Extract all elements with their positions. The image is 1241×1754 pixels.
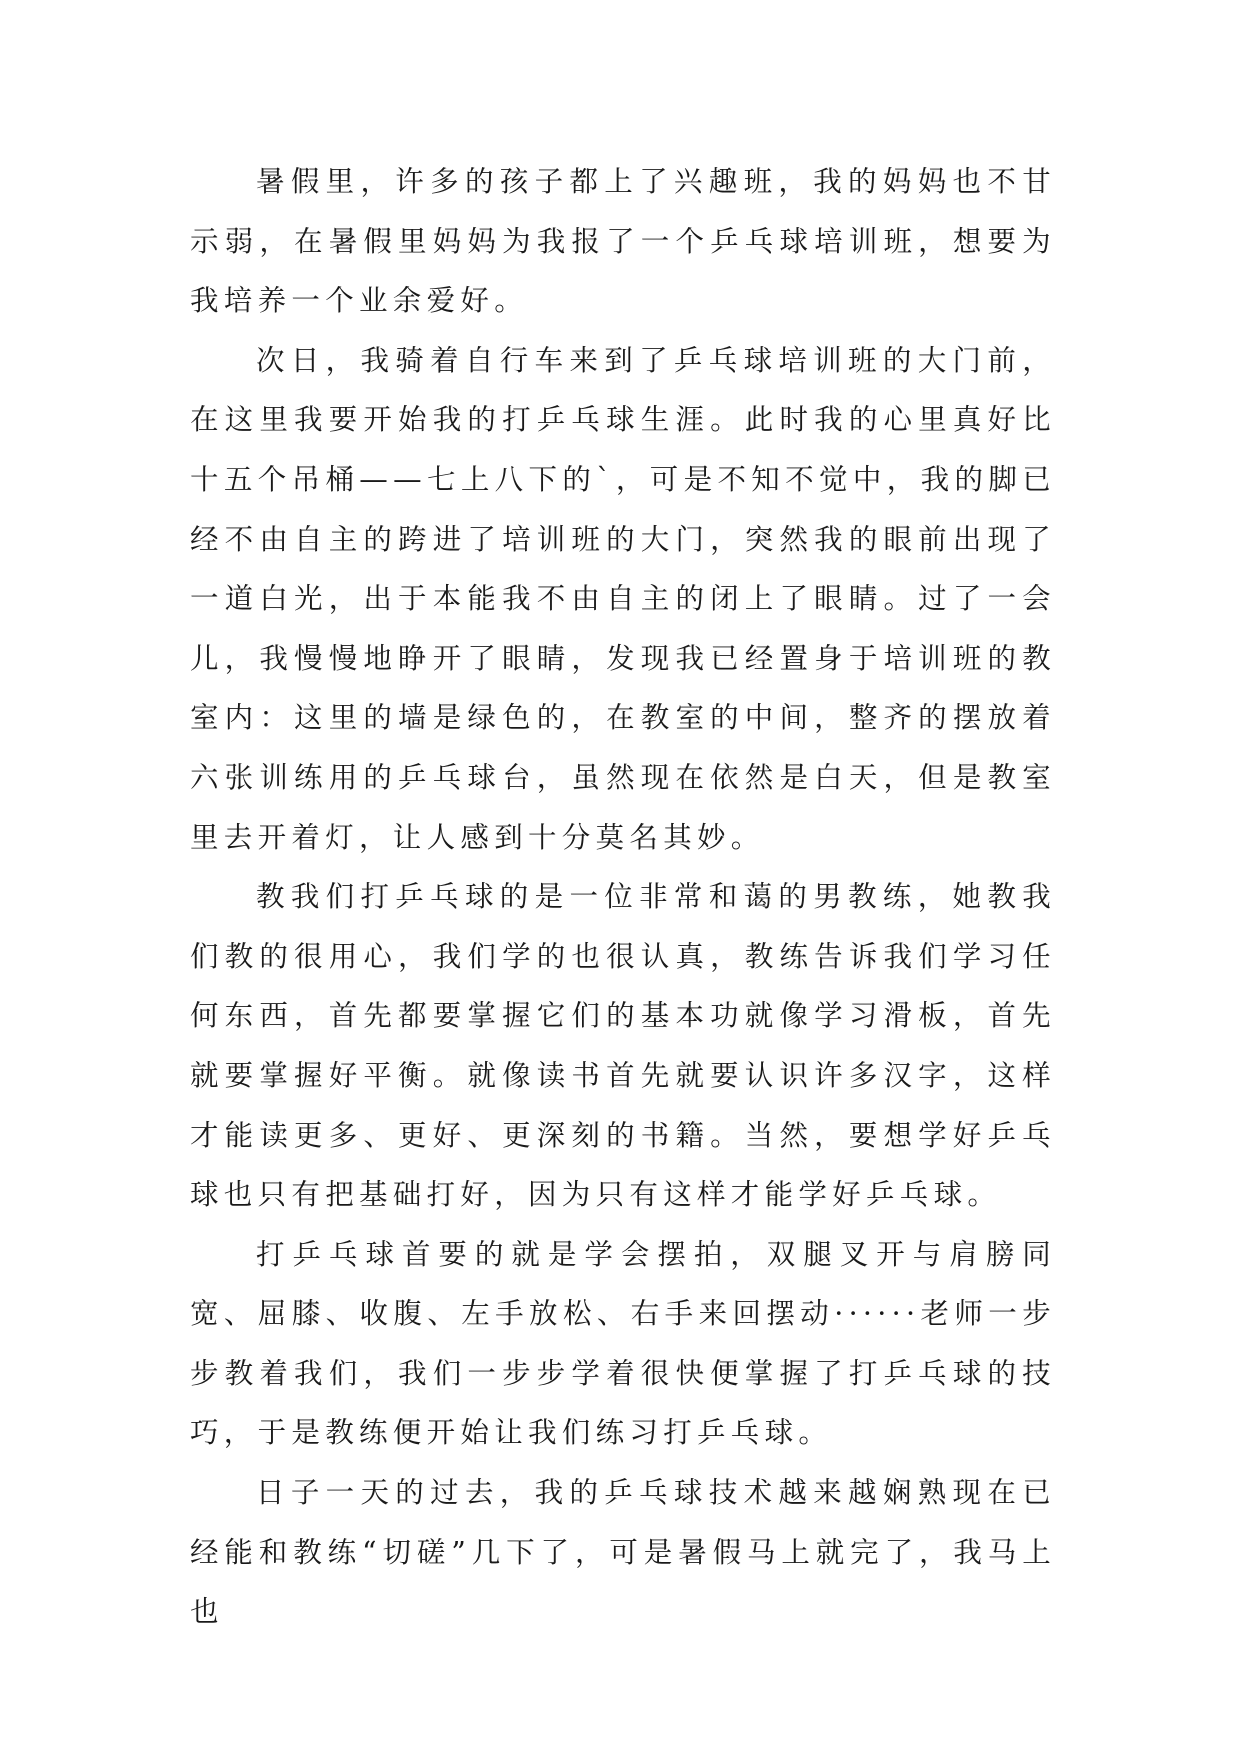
paragraph-1: 暑假里，许多的孩子都上了兴趣班，我的妈妈也不甘示弱，在暑假里妈妈为我报了一个乒乓球培训班，想要为我培养一个业余爱好。 [190,165,1056,318]
paragraph-2: 次日，我骑着自行车来到了乒乓球培训班的大门前，在这里我要开始我的打乒乓球生涯。此时我的心里真好比十五个吊桶——七上八下的`，可是不知不觉中，我的脚已经不由自主的跨进了培训班的大门，突然我的眼前出现了一道白光，出于本能我不由自主的闭上了眼睛。过了一会儿，我慢慢地睁开了眼睛，发现我已经置身于培训班的教室内：这里的墙是绿色的，在教室的中间，整齐的摆放着六张训练用的乒乓球台，虽然现在依然是白天，但是教室里去开着灯，让人感到十分莫名其妙。 [190,343,1056,854]
paragraph-3: 教我们打乒乓球的是一位非常和蔼的男教练，她教我们教的很用心，我们学的也很认真，教练告诉我们学习任何东西，首先都要掌握它们的基本功就像学习滑板，首先就要掌握好平衡。就像读书首先就要认识许多汉字，这样才能读更多、更好、更深刻的书籍。当然，要想学好乒乓球也只有把基础打好，因为只有这样才能学好乒乓球。 [190,880,1056,1212]
paragraph-5: 日子一天的过去，我的乒乓球技术越来越娴熟现在已经能和教练“切磋”几下了，可是暑假马上就完了，我马上也 [190,1476,1056,1629]
article-body [190,152,1056,1642]
paragraph-4: 打乒乓球首要的就是学会摆拍，双腿叉开与肩膀同宽、屈膝、收腹、左手放松、右手来回摆动······老师一步步教着我们，我们一步步学着很快便掌握了打乒乓球的技巧，于是教练便开始让我们练习打乒乓球。 [190,1237,1056,1450]
